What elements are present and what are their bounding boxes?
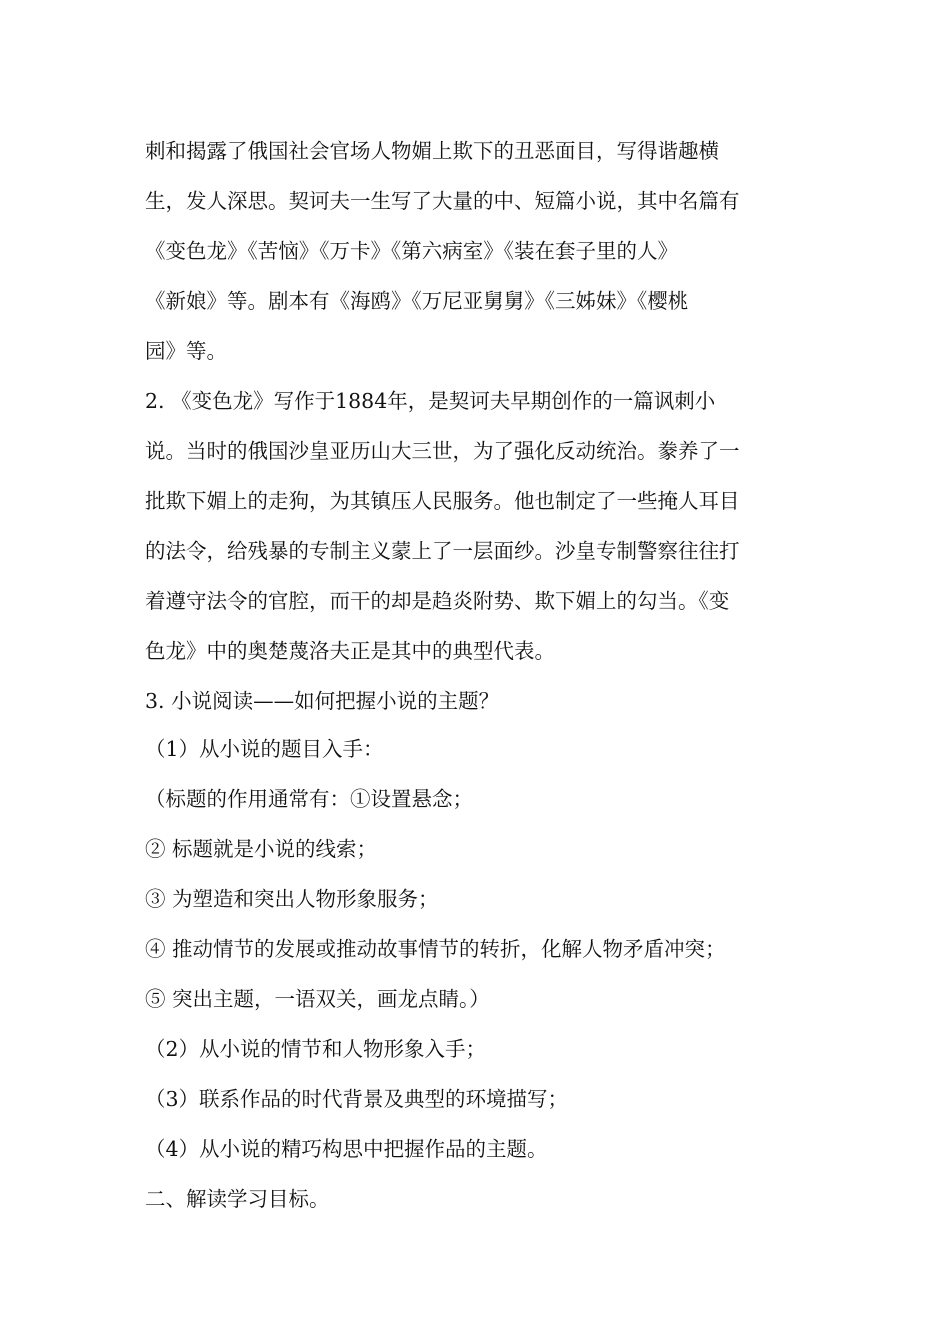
text-line-9: 的法令，给残暴的专制主义蒙上了一层面纱。沙皇专制警察往往打 [145,539,740,563]
text-line-2: 生，发人深思。契诃夫一生写了大量的中、短篇小说，其中名篇有 [145,189,740,213]
text-line-14: （标题的作用通常有：①设置悬念； [145,787,473,811]
text-line-10: 着遵守法令的官腔，而干的却是趋炎附势、欺下媚上的勾当。《变 [145,589,730,613]
text-line-17: ④ 推动情节的发展或推动故事情节的转折，化解人物矛盾冲突； [145,937,726,961]
text-line-16: ③ 为塑造和突出人物形象服务； [145,887,439,911]
text-line-6: 2. 《变色龙》写作于1884年，是契诃夫早期创作的一篇讽刺小 [145,389,716,413]
text-line-1: 刺和揭露了俄国社会官场人物媚上欺下的丑恶面目，写得谐趣横 [145,139,719,163]
text-line-18: ⑤ 突出主题，一语双关，画龙点睛。） [145,987,490,1011]
text-line-11: 色龙》中的奥楚蔑洛夫正是其中的典型代表。 [145,639,555,663]
text-line-12: 3. 小说阅读——如何把握小说的主题？ [145,689,500,713]
text-line-19: （2）从小说的情节和人物形象入手； [145,1037,487,1061]
text-line-4: 《新娘》等。剧本有《海鸥》《万尼亚舅舅》《三姊妹》《樱桃 [145,289,689,313]
text-line-13: （1）从小说的题目入手： [145,737,384,761]
text-line-8: 批欺下媚上的走狗，为其镇压人民服务。他也制定了一些掩人耳目 [145,489,740,513]
text-line-21: （4）从小说的精巧构思中把握作品的主题。 [145,1137,548,1161]
text-line-20: （3）联系作品的时代背景及典型的环境描写； [145,1087,569,1111]
text-line-3: 《变色龙》《苦恼》《万卡》《第六病室》《装在套子里的人》 [145,239,678,263]
text-line-15: ② 标题就是小说的线索； [145,837,378,861]
text-line-5: 园》等。 [145,339,227,363]
text-line-7: 说。当时的俄国沙皇亚历山大三世，为了强化反动统治。豢养了一 [145,439,740,463]
text-line-22: 二、解读学习目标。 [145,1187,330,1211]
